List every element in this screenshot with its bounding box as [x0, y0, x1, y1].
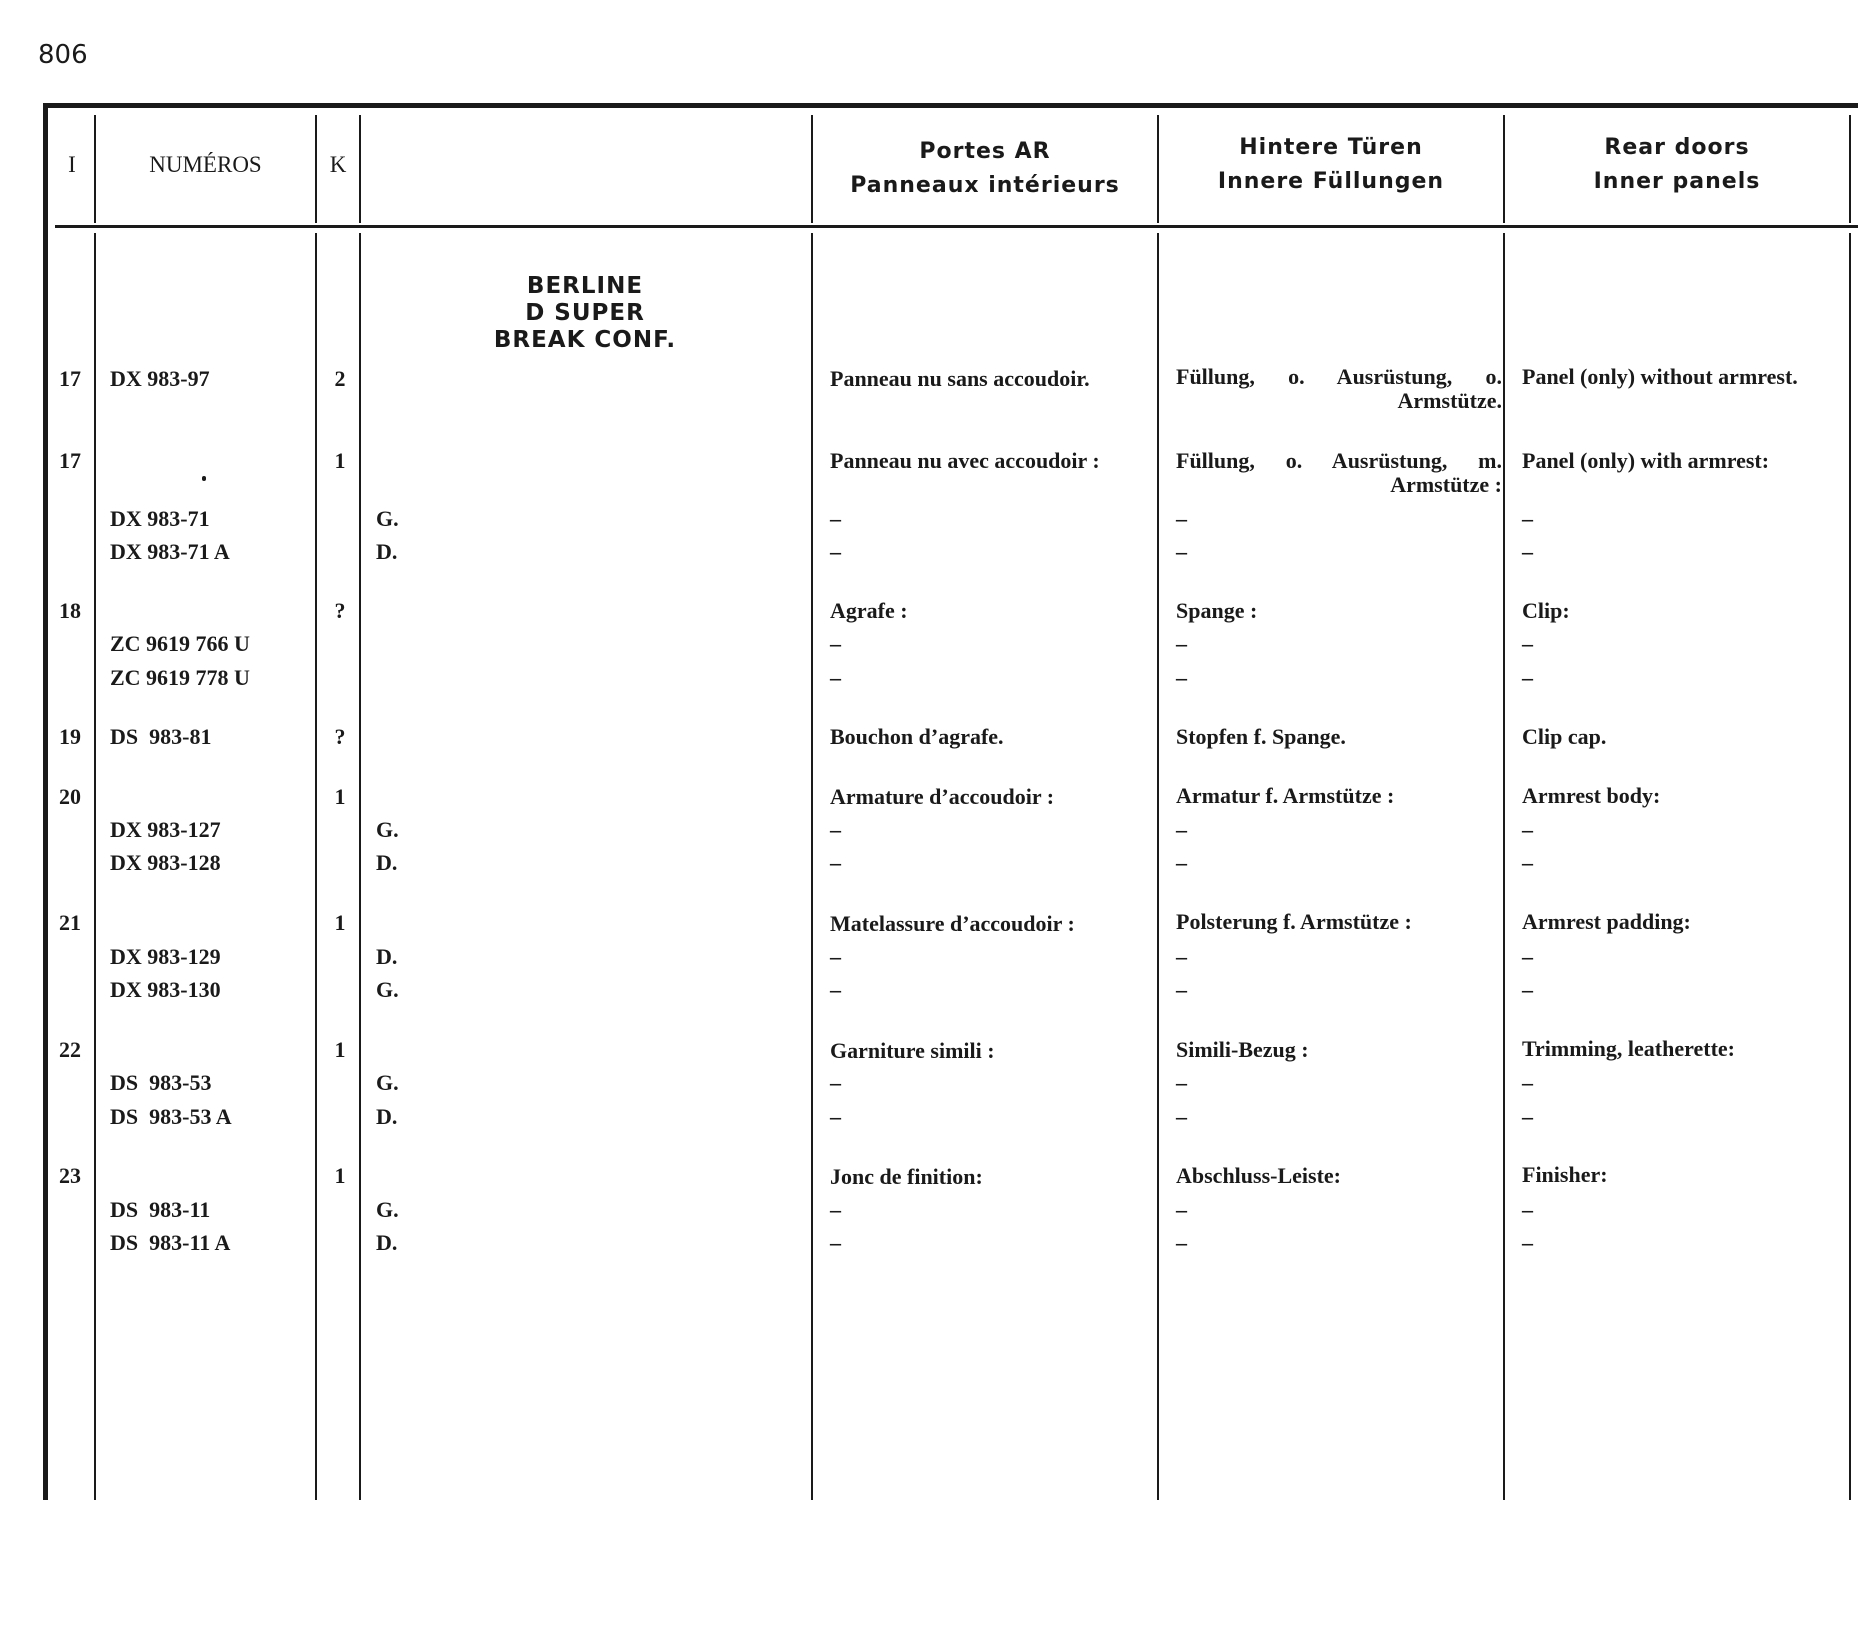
side: D.: [376, 1230, 398, 1255]
header-fr-line2: Panneaux intérieurs: [850, 173, 1120, 198]
desc-fr: –: [830, 539, 841, 564]
desc-de: –: [1176, 1104, 1187, 1129]
desc-en: Trimming, leatherette:: [1522, 1036, 1735, 1061]
desc-en: –: [1522, 665, 1533, 690]
row-index: 17: [59, 366, 81, 391]
desc-en: –: [1522, 944, 1533, 969]
quantity: 1: [334, 1163, 346, 1188]
part-number: DS 983-53: [110, 1070, 212, 1095]
desc-de: –: [1176, 506, 1187, 531]
group-title-line3: BREAK CONF.: [493, 327, 677, 353]
group-title-line1: BERLINE: [526, 273, 644, 299]
desc-de: Armatur f. Armstütze :: [1176, 783, 1395, 808]
desc-de: Simili-Bezug :: [1176, 1037, 1309, 1062]
part-number: ZC 9619 778 U: [110, 665, 250, 690]
desc-en: –: [1522, 850, 1533, 875]
row-index: 19: [59, 724, 81, 749]
desc-en: Clip cap.: [1522, 724, 1607, 749]
desc-fr: –: [830, 1197, 841, 1222]
desc-de: Abschluss-Leiste:: [1176, 1163, 1342, 1188]
desc-de: –: [1176, 850, 1187, 875]
desc-fr: –: [830, 850, 841, 875]
table-top-rule: [43, 103, 1858, 108]
desc-fr: Bouchon d’agrafe.: [830, 724, 1004, 749]
row-index: 20: [59, 784, 81, 809]
desc-de: –: [1176, 665, 1187, 690]
side: G.: [376, 1070, 399, 1095]
part-number: DS 983-53 A: [110, 1104, 232, 1129]
side: G.: [376, 977, 399, 1002]
desc-de: –: [1176, 1197, 1187, 1222]
side: G.: [376, 817, 399, 842]
desc-de: –: [1176, 1230, 1187, 1255]
col-sep-fr-body: [1157, 233, 1159, 1500]
desc-en: –: [1522, 1070, 1533, 1095]
header-en-line1: Rear doors: [1604, 135, 1750, 160]
desc-fr: Jonc de finition:: [830, 1164, 983, 1189]
desc-fr: Matelassure d’accoudoir :: [830, 911, 1075, 936]
header-bottom-rule: [55, 225, 1858, 228]
col-sep-k-body: [359, 233, 361, 1500]
desc-en: –: [1522, 977, 1533, 1002]
desc-fr: Agrafe :: [830, 598, 908, 623]
quantity: ?: [334, 598, 346, 623]
row-index: 23: [59, 1163, 81, 1188]
col-sep-desc-body: [811, 233, 813, 1500]
part-number: DX 983-129: [110, 944, 221, 969]
desc-fr: –: [830, 631, 841, 656]
desc-fr: –: [830, 817, 841, 842]
desc-fr: Panneau nu avec accoudoir :: [830, 448, 1100, 473]
group-title: [360, 273, 810, 354]
desc-de: Stopfen f. Spange.: [1176, 724, 1346, 749]
part-number: DX 983-97: [110, 366, 210, 391]
side: D.: [376, 850, 398, 875]
quantity: 1: [334, 1037, 346, 1062]
header-de-line2: Innere Füllungen: [1217, 169, 1445, 194]
desc-fr: –: [830, 1070, 841, 1095]
col-sep-i-body: [94, 233, 96, 1500]
part-number: DX 983-130: [110, 977, 221, 1002]
desc-de: Füllung, o. Ausrüstung, o.: [1176, 364, 1502, 389]
quantity: 1: [334, 784, 346, 809]
col-sep-en: [1849, 115, 1851, 223]
quantity: ?: [334, 724, 346, 749]
row-index: 18: [59, 598, 81, 623]
side: G.: [376, 506, 399, 531]
quantity: 1: [334, 910, 346, 935]
header-fr: [813, 135, 1157, 203]
row-index: 21: [59, 910, 81, 935]
desc-fr: –: [830, 977, 841, 1002]
desc-en: –: [1522, 1197, 1533, 1222]
quantity: 2: [334, 366, 346, 391]
row-index: 17: [59, 448, 81, 473]
side: D.: [376, 944, 398, 969]
desc-en: Panel (only) without armrest.: [1522, 364, 1798, 389]
desc-en: –: [1522, 631, 1533, 656]
part-number: DS 983-11: [110, 1197, 211, 1222]
desc-fr: –: [830, 1230, 841, 1255]
header-de-line1: Hintere Türen: [1239, 135, 1423, 160]
desc-en: Armrest padding:: [1522, 909, 1691, 934]
desc-de: Spange :: [1176, 598, 1258, 623]
desc-de: Füllung, o. Ausrüstung, m.: [1176, 448, 1502, 473]
desc-en: –: [1522, 506, 1533, 531]
part-number: DX 983-71: [110, 506, 210, 531]
desc-fr: –: [830, 1104, 841, 1129]
desc-de: –: [1176, 1070, 1187, 1095]
table-left-border: [43, 104, 48, 1500]
desc-de-cont: Armstütze :: [1390, 472, 1502, 497]
desc-fr: Garniture simili :: [830, 1038, 995, 1063]
col-sep-k: [359, 115, 361, 223]
desc-fr: Panneau nu sans accoudoir.: [830, 366, 1090, 391]
desc-fr: Armature d’accoudoir :: [830, 784, 1055, 809]
desc-en: –: [1522, 817, 1533, 842]
desc-fr: –: [830, 944, 841, 969]
header-col-i: I: [68, 152, 76, 177]
group-title-line2: D SUPER: [525, 300, 645, 326]
header-col-numeros: NUMÉROS: [149, 152, 262, 177]
col-sep-num-body: [315, 233, 317, 1500]
header-en: [1505, 131, 1849, 199]
row-index: 22: [59, 1037, 81, 1062]
desc-de: Polsterung f. Armstütze :: [1176, 909, 1412, 934]
side: G.: [376, 1197, 399, 1222]
part-number: DX 983-71 A: [110, 539, 230, 564]
desc-fr: –: [830, 665, 841, 690]
col-sep-de-body: [1503, 233, 1505, 1500]
desc-de-cont: Armstütze.: [1397, 388, 1502, 413]
desc-de: –: [1176, 539, 1187, 564]
desc-en: Panel (only) with armrest:: [1522, 448, 1770, 473]
desc-de: –: [1176, 944, 1187, 969]
desc-en: Clip:: [1522, 598, 1570, 623]
desc-en: Armrest body:: [1522, 783, 1661, 808]
desc-en: –: [1522, 539, 1533, 564]
side: D.: [376, 539, 398, 564]
quantity: 1: [334, 448, 346, 473]
part-number: DS 983-11 A: [110, 1230, 231, 1255]
desc-fr: –: [830, 506, 841, 531]
part-number: DS 983-81: [110, 724, 212, 749]
header-de: [1159, 131, 1503, 199]
desc-en: –: [1522, 1230, 1533, 1255]
part-number: DX 983-127: [110, 817, 221, 842]
header-fr-line1: Portes AR: [919, 139, 1051, 164]
ink-dot: [202, 476, 206, 481]
desc-de: –: [1176, 977, 1187, 1002]
desc-en: Finisher:: [1522, 1162, 1608, 1187]
part-number: ZC 9619 766 U: [110, 631, 250, 656]
desc-en: –: [1522, 1104, 1533, 1129]
header-en-line2: Inner panels: [1593, 169, 1761, 194]
part-number: DX 983-128: [110, 850, 221, 875]
desc-de: –: [1176, 817, 1187, 842]
header-col-k: K: [329, 152, 347, 177]
desc-de: –: [1176, 631, 1187, 656]
page-number: 806: [38, 40, 88, 70]
side: D.: [376, 1104, 398, 1129]
